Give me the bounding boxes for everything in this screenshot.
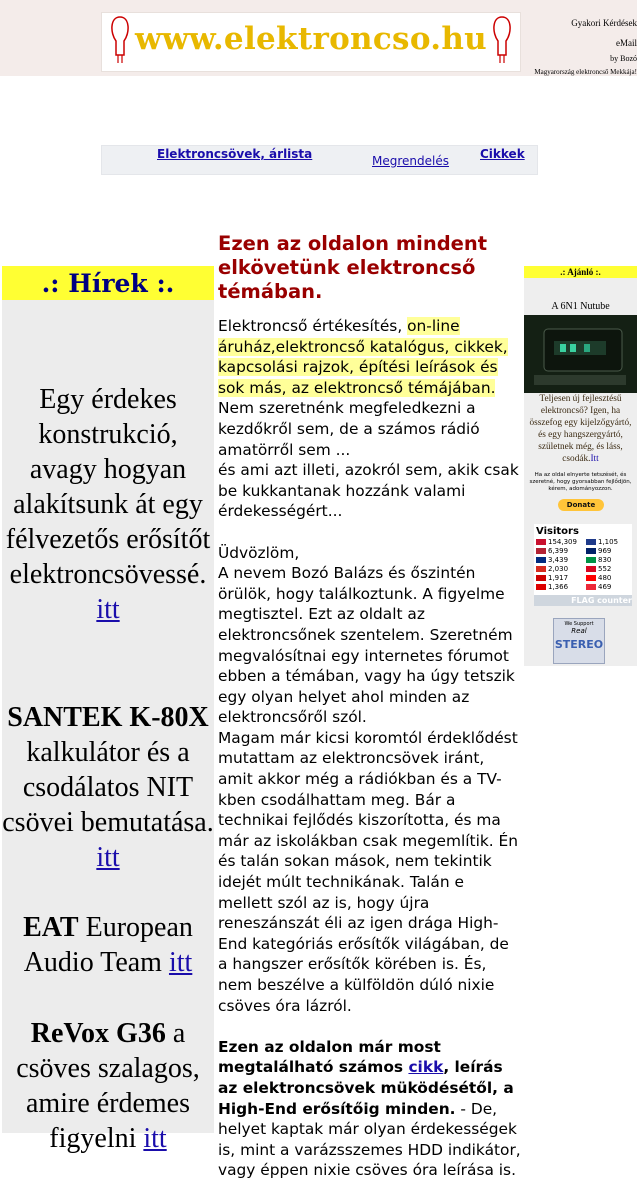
news-item: [2, 910, 214, 980]
visitor-count: 469: [598, 583, 612, 591]
country-flag-icon: [586, 557, 596, 563]
visitor-row: [586, 547, 611, 555]
greeting: Üdvözlöm,: [218, 543, 300, 562]
bold-text-a: Ezen az oldalon már most megtalálható számos: [218, 1037, 441, 1077]
site-banner[interactable]: [101, 12, 521, 72]
article-link[interactable]: cikk: [408, 1058, 444, 1077]
news-bold: ReVox G36: [30, 1018, 166, 1049]
visitor-count: 969: [598, 547, 612, 555]
paragraph: és ami azt illeti, azokról sem, akik csak be kukkantanak hozzánk valami érdekességért...: [218, 461, 519, 521]
news-item: [2, 700, 214, 875]
news-link[interactable]: itt: [168, 947, 193, 978]
nutube-photo-icon: [524, 315, 637, 393]
news-title: .: Hírek :.: [2, 266, 214, 300]
visitor-row: [586, 574, 611, 582]
visitor-row: [586, 556, 611, 564]
intro-paragraph: [218, 316, 523, 398]
visitor-row: [536, 547, 568, 555]
recommend-sidebar: [524, 266, 637, 666]
main-nav: [101, 145, 538, 175]
nutube-description: [528, 393, 633, 465]
nutube-image[interactable]: [524, 315, 637, 393]
visitor-count: 3,439: [548, 556, 569, 564]
nutube-link[interactable]: Itt: [590, 454, 599, 464]
visitor-row: [536, 574, 568, 582]
news-item: [2, 382, 214, 627]
nav-order-link[interactable]: Megrendelés: [372, 154, 449, 168]
highlight-text: elektroncső katalógus, cikkek, kapcsolási rajzok, építési leírások és sok más, az elektroncső témájában: [218, 337, 508, 397]
country-flag-icon: [586, 539, 596, 545]
visitor-row: [536, 538, 577, 546]
paragraph: Magam már kicsi koromtól érdeklődést mutattam az elektroncsövek iránt, amit akkor még a rádiókban és a TV-kben csodálhattam meg. Bár a technikai fejlődés kiszorította, és ma már az iskolákban csak megemlítik. Én és talán sokan mások, nem tekintik idejét múlt technikának. Talán e mellett szól az is, hogy újra reneszánszát éli az igen drága High-End kategóriás erősítők világában, de a hangszer erősítők körében is. És, nem beszélve a külföldön dúló nixie csöves óra lázról.: [218, 728, 519, 1015]
news-text: European Audio Team: [23, 912, 193, 978]
stereo-badge[interactable]: [553, 618, 605, 664]
donate-button[interactable]: Donate: [558, 499, 604, 511]
country-flag-icon: [536, 584, 546, 590]
paragraph: Nem szeretnénk megfeledkezni a kezdőkről sem, de a számos rádió amatörről sem ...: [218, 399, 480, 459]
stereo-top: We Support: [564, 621, 594, 627]
faq-link[interactable]: Gyakori Kérdések: [571, 18, 637, 28]
country-flag-icon: [586, 584, 596, 590]
donate-text: Ha az oldal elnyerte tetszését, és szeretné, hogy gyorsabban fejlődjön, kérem, adományozzon.: [529, 472, 632, 492]
header-links: [534, 12, 637, 78]
news-link[interactable]: itt: [96, 842, 120, 873]
visitor-row: [536, 565, 568, 573]
recommend-title: .: Ajánló :.: [524, 266, 637, 278]
visitor-row: [536, 556, 568, 564]
news-text: a csöves szalagos, amire érdemes figyelni: [16, 1018, 200, 1154]
intro-end: .: [490, 378, 496, 397]
intro-text: Elektroncső értékesítés,: [218, 317, 408, 335]
vacuum-tube-icon: [490, 15, 514, 65]
visitor-count: 1,105: [598, 538, 619, 546]
country-flag-icon: [586, 575, 596, 581]
author-label: by Bozó: [610, 54, 637, 63]
visitor-count: 6,399: [548, 547, 569, 555]
visitor-count: 1,366: [548, 583, 569, 591]
visitor-count: 830: [598, 556, 612, 564]
tagline: Magyarország elektroncső Mekkája!: [534, 68, 637, 76]
news-link[interactable]: itt: [143, 1123, 167, 1154]
nutube-title: A 6N1 Nutube: [551, 301, 610, 312]
country-flag-icon: [586, 548, 596, 554]
nutube-desc-text: Teljesen új fejlesztésű elektroncső? Igen, ha összefog egy kijelzőgyártó, és egy hangszergyártó, születnek még, és láss, csodák.: [529, 394, 632, 464]
visitor-count: 2,030: [548, 565, 569, 573]
visitor-count: 552: [598, 565, 612, 573]
paragraph: A nevem Bozó Balázs és őszintén örülök, hogy találkoztunk. A figyelme megtisztel. Ezt az oldalt az elektroncsőnek szentelem. Szeretném megvalósítnai egy internetes fórumot ebben a témában, vagy ha úgy tetszik egy olyan helyet ahol minden az elektroncsőről szól.: [218, 564, 515, 727]
news-bold: SANTEK K-80X: [7, 702, 209, 733]
country-flag-icon: [586, 566, 596, 572]
nav-articles-link[interactable]: Cikkek: [480, 147, 525, 161]
visitor-count: 480: [598, 574, 612, 582]
visitor-count: 154,309: [548, 538, 577, 546]
news-text: Egy érdekes konstrukció, avagy hogyan alakítsunk át egy félvezetős erősítőt elektroncsövessé.: [5, 384, 211, 590]
country-flag-icon: [536, 539, 546, 545]
flag-counter-label: FLAG counter: [534, 595, 632, 606]
visitor-row: [586, 565, 611, 573]
bold-text-b: , leírás az elektroncsövek müködésétől, a High-End erősítőig minden.: [218, 1058, 514, 1118]
highlight-text: on-line áruház,: [218, 317, 460, 356]
banner-url: www.elektroncso.hu: [134, 21, 488, 57]
visitor-row: [536, 583, 568, 591]
nav-pricelist-link[interactable]: Elektroncsövek, árlista: [157, 147, 313, 161]
news-item: [2, 1016, 214, 1156]
visitors-title: Visitors: [536, 526, 579, 537]
main-content: [218, 232, 523, 1181]
page-headline: Ezen az oldalon mindent elkövetünk elektroncső témában.: [218, 232, 488, 303]
paragraph-tail: - De, helyet kaptak már olyan érdekességek is, mint a varázsszemes HDD indikátor, vagy éppen nixie csöves óra leírása is.: [218, 1099, 521, 1180]
country-flag-icon: [536, 548, 546, 554]
country-flag-icon: [536, 566, 546, 572]
paragraph: [218, 1037, 523, 1181]
flag-counter-widget[interactable]: [534, 524, 632, 606]
stereo-mid: Real: [571, 627, 587, 635]
visitor-row: [586, 538, 618, 546]
news-text: kalkulátor és a csodálatos NIT csövei bemutatása.: [2, 737, 214, 838]
email-link[interactable]: eMail: [616, 38, 637, 48]
news-bold: EAT: [23, 912, 79, 943]
news-sidebar: [2, 266, 214, 1154]
visitor-row: [586, 583, 611, 591]
stereo-main: STEREO: [554, 638, 604, 651]
visitor-count: 1,917: [548, 574, 569, 582]
country-flag-icon: [536, 575, 546, 581]
country-flag-icon: [536, 557, 546, 563]
news-link[interactable]: itt: [96, 594, 120, 625]
